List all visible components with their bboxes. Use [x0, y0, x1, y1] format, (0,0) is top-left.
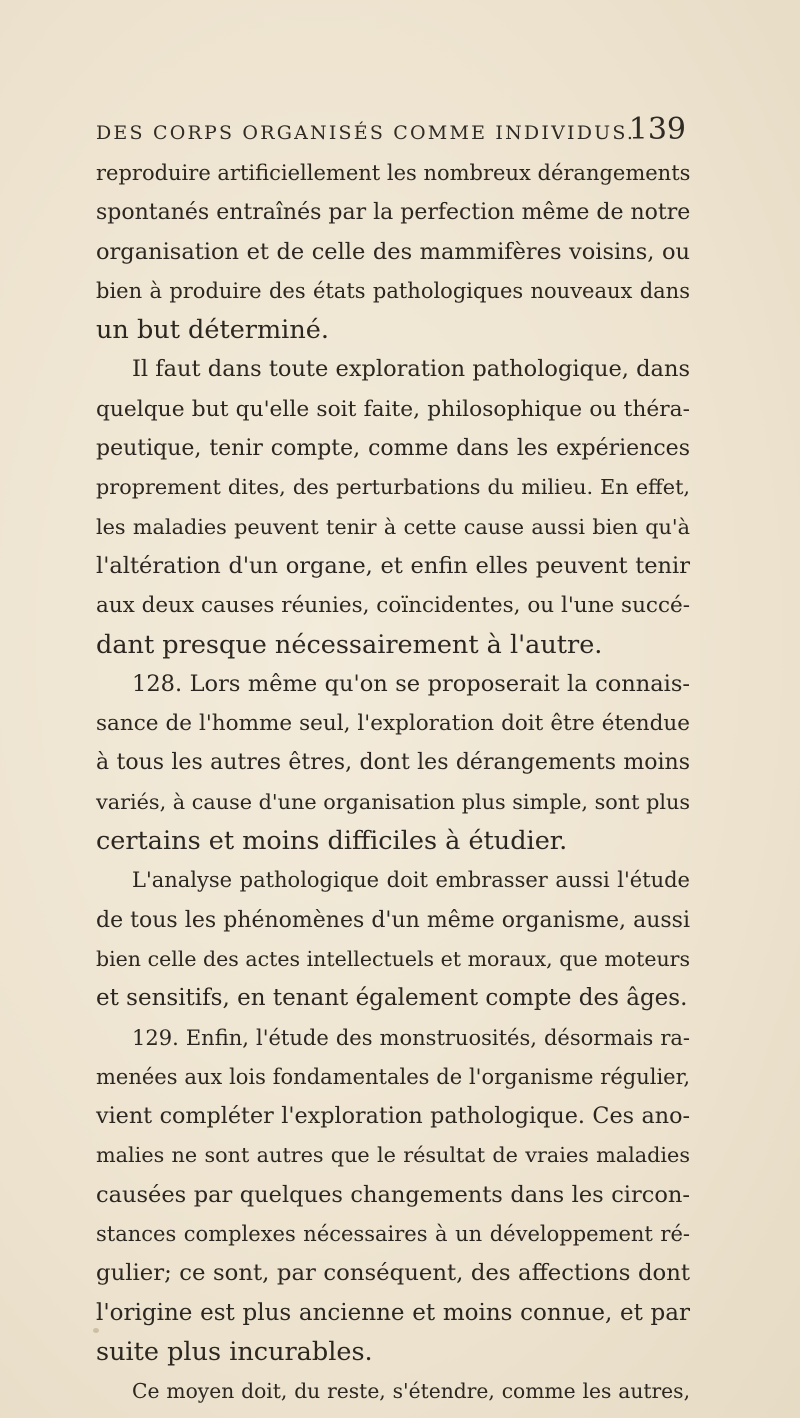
text-line: les maladies peuvent tenir à cette cause aussi bien qu'à: [96, 514, 690, 539]
paragraph-start-line: Il faut dans toute exploration pathologique, dans: [132, 356, 690, 383]
text-line: bien à produire des états pathologiques nouveaux dans: [96, 278, 690, 303]
text-line: quelque but qu'elle soit faite, philosophique ou théra-: [96, 396, 690, 422]
text-line: l'origine est plus ancienne et moins connue, et par: [96, 1299, 690, 1326]
text-line: à tous les autres êtres, dont les dérangements moins: [96, 750, 690, 776]
text-line: sance de l'homme seul, l'exploration doit être étendue: [96, 711, 690, 737]
text-line: certains et moins difficiles à étudier.: [96, 826, 568, 857]
text-line: causées par quelques changements dans les circon-: [96, 1181, 690, 1208]
running-head: [96, 112, 686, 152]
text-line: peutique, tenir compte, comme dans les expériences: [96, 436, 690, 462]
text-line: de tous les phénomènes d'un même organisme, aussi: [96, 907, 690, 933]
text-line: vient compléter l'exploration pathologique. Ces ano-: [96, 1103, 690, 1130]
text-line: variés, à cause d'une organisation plus simple, sont plus: [96, 789, 690, 814]
text-line: stances complexes nécessaires à un développement ré-: [96, 1222, 690, 1247]
paragraph-start-line: 128. Lors même qu'on se proposerait la connais-: [132, 670, 690, 697]
text-line: aux deux causes réunies, coïncidentes, ou l'une succé-: [96, 593, 690, 619]
text-line: organisation et de celle des mammifères voisins, ou: [96, 238, 690, 265]
text-line: menées aux lois fondamentales de l'organisme régulier,: [96, 1064, 690, 1089]
text-line: et sensitifs, en tenant également compte des âges.: [96, 985, 688, 1012]
paragraph-start-line: 129. Enfin, l'étude des monstruosités, désormais ra-: [132, 1025, 690, 1050]
paper-speck: [93, 1328, 99, 1333]
paragraph-start-line: Ce moyen doit, du reste, s'étendre, comme les autres,: [132, 1379, 690, 1404]
paragraph-start-line: L'analyse pathologique doit embrasser aussi l'étude: [132, 868, 690, 893]
text-line: malies ne sont autres que le résultat de vraies maladies: [96, 1143, 690, 1168]
body-text: [96, 154, 690, 1412]
text-line: dant presque nécessairement à l'autre.: [96, 629, 603, 660]
page-number: 139: [628, 112, 686, 147]
text-line: bien celle des actes intellectuels et moraux, que moteurs: [96, 946, 690, 971]
text-line: spontanés entraînés par la perfection même de notre: [96, 200, 691, 226]
text-line: suite plus incurables.: [96, 1336, 373, 1367]
text-line: proprement dites, des perturbations du milieu. En effet,: [96, 475, 690, 500]
text-line: un but déterminé.: [96, 315, 329, 346]
text-line: l'altération d'un organe, et enfin elles peuvent tenir: [96, 552, 690, 579]
running-title: DES CORPS ORGANISÉS COMME INDIVIDUS.: [96, 122, 636, 144]
text-line: gulier; ce sont, par conséquent, des affections dont: [96, 1260, 690, 1287]
text-line: reproduire artificiellement les nombreux dérangements: [96, 161, 691, 185]
